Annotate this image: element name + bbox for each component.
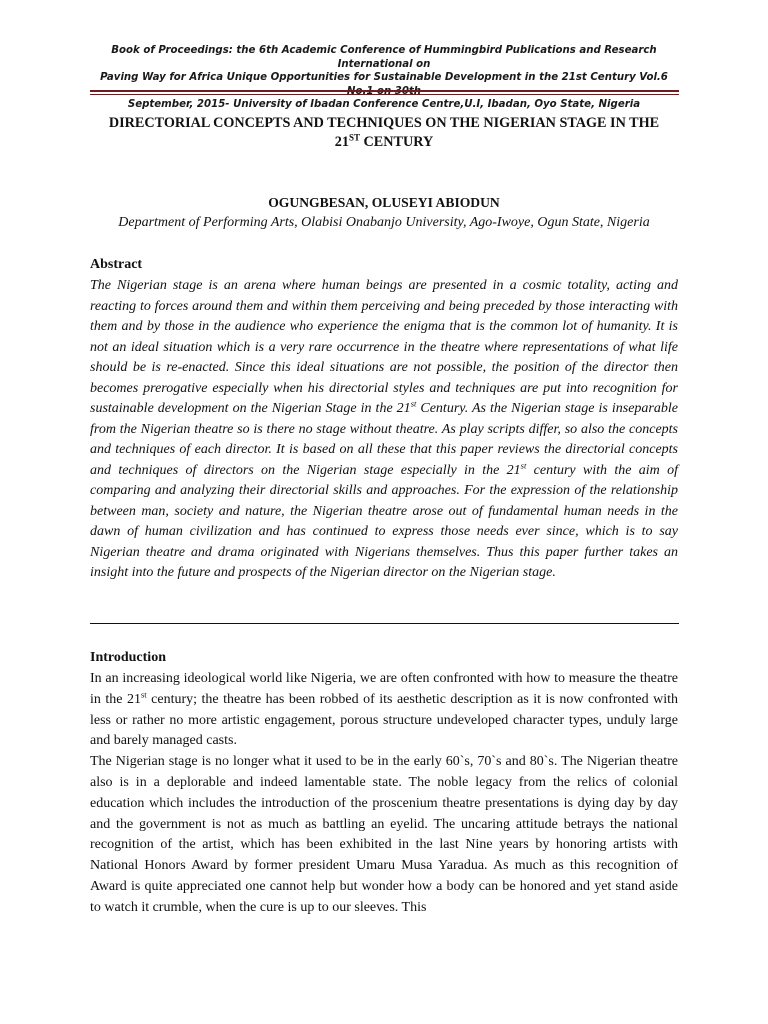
abstract-heading: Abstract [90,257,143,272]
abstract-text-a: The Nigerian stage is an arena where human beings are presented in a cosmic totality, acting and reacting to forces around them and within them perceiving and being preceded by those interacting with them and by those in the audience who experience the enigma that is the common lot of humanity. It is not an ideal situation which is a very rare occurrence in the theatre where representations of what life should be is re-enacted. Since this ideal situations are not possible, the position of the director then becomes prerogative especially when his directorial styles and techniques are put into recognition for sustainable development on the Nigerian Stage in the 21 [90,278,678,416]
author-affiliation: Department of Performing Arts, Olabisi Onabanjo University, Ago-Iwoye, Ogun State, Nigeria [118,215,650,230]
paper-title [90,114,678,152]
intro-p1-b: century; the theatre has been robbed of its aesthetic description as it is now confronted with less or rather no more artistic engagement, porous structure undeveloped character types, unduly large and barely managed casts. [90,691,679,749]
title-part-2: CENTURY [360,134,434,150]
abstract-text-b: Century. As the Nigerian stage is inseparable from the Nigerian theatre so is there no stage without theatre. As play scripts differ, so also the concepts and techniques of each director. It is based on all these that this paper reviews the directorial concepts and techniques of directors on the Nigerian stage especially in the 21 [90,401,678,478]
title-part-1: DIRECTORIAL CONCEPTS AND TECHNIQUES ON THE NIGERIAN STAGE IN THE [108,115,660,131]
header-line-1: Book of Proceedings: the 6th Academic Conference of Hummingbird Publications and Research International on [111,45,657,70]
header-line-2: Paving Way for Africa Unique Opportunities for Sustainable Development in the 21st Century Vol.6 No.1 on 30th [100,72,668,97]
introduction-text [90,669,678,919]
abstract-sup-b: st [520,459,527,470]
abstract-sup-a: st [410,398,417,409]
author-name: OGUNGBESAN, OLUSEYI ABIODUN [268,195,500,210]
abstract-text-c: century with the aim of comparing and analyzing their directorial skills and approaches. For the expression of the relationship between man, society and nature, the Nigerian theatre arose out of fundamental human needs in the dawn of human civilization and has continued to express those needs ever since, which is to say Nigerian theatre and drama originated with Nigerians themselves. Thus this paper further takes an insight into the future and prospects of the Nigerian director on the Nigerian stage. [90,462,678,580]
proceedings-header [90,44,678,112]
abstract-rule [90,623,679,624]
header-rule-thick [90,90,679,92]
intro-p1-sup: st [140,689,147,700]
title-number: 21 [334,134,349,150]
intro-paragraph-2: The Nigerian stage is no longer what it used to be in the early 60`s, 70`s and 80`s. The Nigerian theatre also is in a deplorable and indeed lamentable state. The noble legacy from the relics of colonial education which includes the introduction of the proscenium theatre presentations is dying day by day and the government is not as much as battling an eyelid. The uncaring attitude betrays the national recognition of the artist, which has been exhibited in the last Nine years by honoring artists with National Honors Award by former president Umaru Musa Yaradua. As much as this recognition of Award is quite appreciated one cannot help but wonder how a body can be honored and yet stand aside to watch it crumble, when the cure is up to our sleeves. This [90,754,678,915]
header-line-3: September, 2015- University of Ibadan Conference Centre,U.I, Ibadan, Oyo State, Nigeria [127,99,641,110]
abstract-text [90,276,678,584]
header-rule-thin [90,94,679,95]
introduction-heading: Introduction [90,650,166,665]
intro-p1-a: In an increasing ideological world like Nigeria, we are often confronted with how to measure the theatre in the 21 [90,671,678,707]
intro-paragraph-1 [90,669,678,752]
title-superscript: ST [348,132,360,143]
